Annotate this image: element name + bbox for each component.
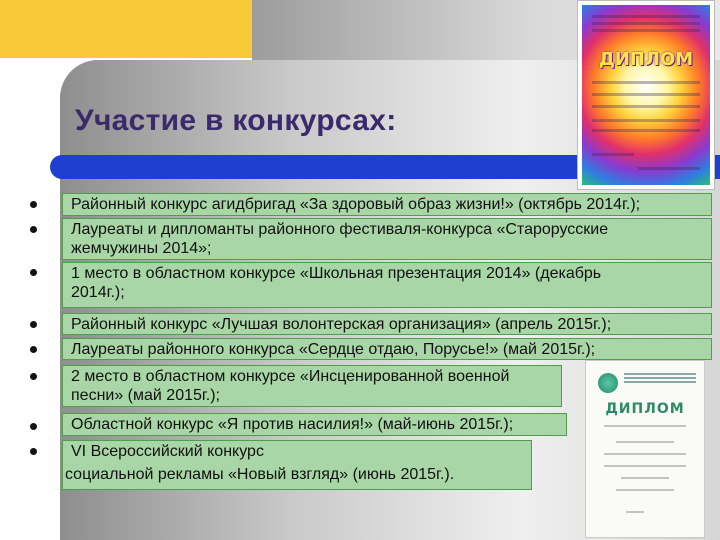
list-bullet	[30, 448, 37, 455]
list-item	[62, 365, 562, 407]
list-item-line: Районный конкурс агидбригад «За здоровый образ жизни!» (октябрь 2014г.);	[71, 196, 641, 213]
list-bullet	[30, 423, 37, 430]
list-item	[62, 440, 532, 490]
list-item-line: жемчужины 2014»;	[71, 240, 212, 257]
list-item	[62, 262, 712, 308]
list-item-line: Лауреаты и дипломанты районного фестиваля-конкурса «Старорусские	[71, 221, 609, 238]
list-bullet	[30, 346, 37, 353]
list-bullet	[30, 373, 37, 380]
list-item	[62, 218, 712, 260]
list-bullet	[30, 321, 37, 328]
list-item-line: социальной рекламы «Новый взгляд» (июнь 2015г.).	[65, 466, 455, 483]
list-item	[62, 338, 712, 360]
list-item	[62, 313, 712, 335]
list-item-line: 1 место в областном конкурсе «Школьная презентация 2014» (декабрь	[71, 265, 602, 282]
list-item-line: VI Всероссийский конкурс	[71, 443, 264, 460]
list-item-line: 2 место в областном конкурсе «Инсценированной военной	[71, 368, 510, 385]
list-bullet	[30, 201, 37, 208]
list-bullet	[30, 269, 37, 276]
diploma-title: ДИПЛОМ	[598, 49, 694, 70]
list-item-line: Областной конкурс «Я против насилия!» (май-июнь 2015г.);	[71, 416, 514, 433]
list-bullet	[30, 226, 37, 233]
list-item-line: Районный конкурс «Лучшая волонтерская организация» (апрель 2015г.);	[71, 316, 612, 333]
list-item	[62, 413, 567, 436]
list-item-line: Лауреаты районного конкурса «Сердце отдаю, Порусье!» (май 2015г.);	[71, 341, 596, 358]
diploma-title: ДИПЛОМ	[605, 401, 685, 417]
slide-title: Участие в конкурсах:	[75, 104, 397, 137]
list-item-line: 2014г.);	[71, 284, 125, 301]
list-item-line: песни» (май 2015г.);	[71, 387, 220, 404]
list-item	[62, 193, 712, 216]
